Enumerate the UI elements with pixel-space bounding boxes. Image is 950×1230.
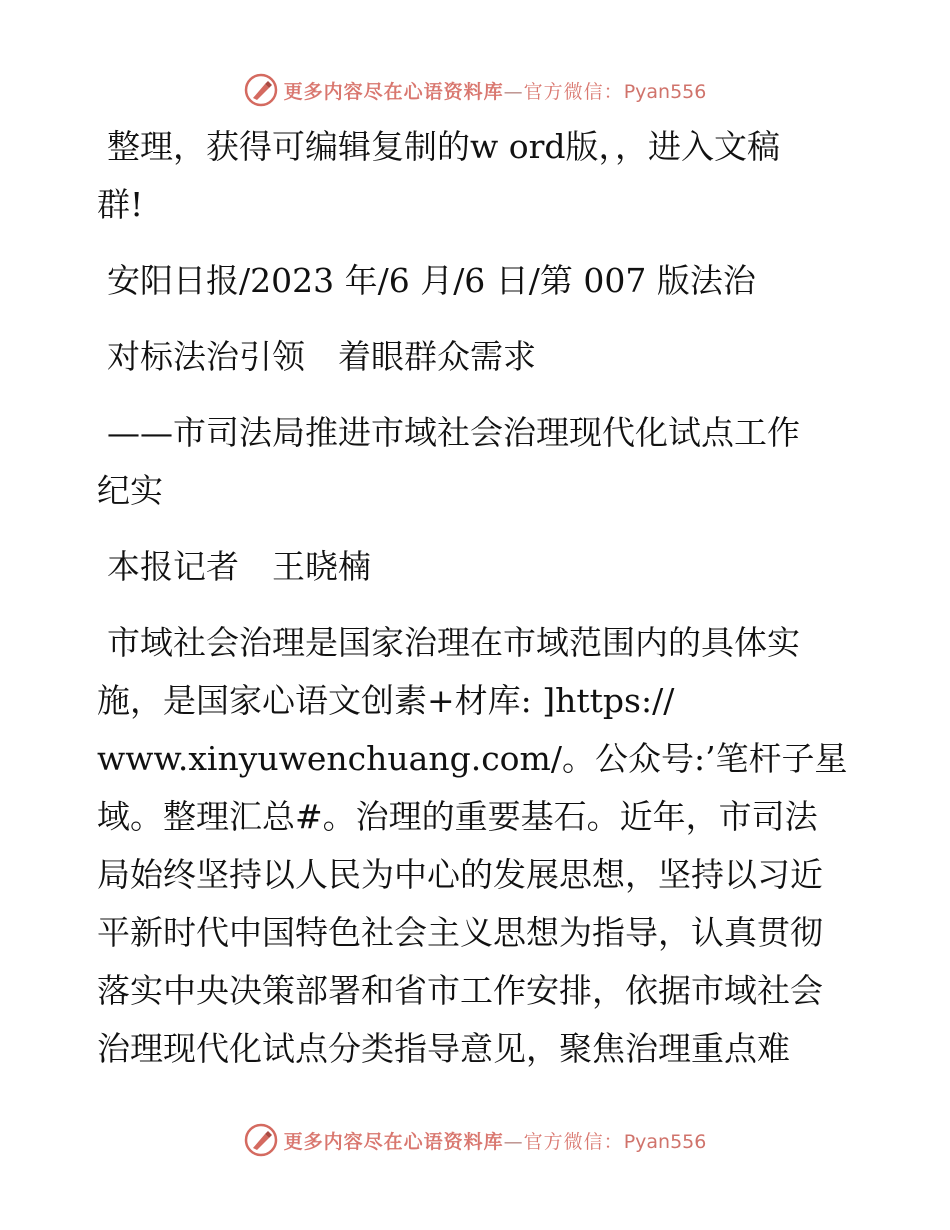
body-line-2: 施，是国家心语文创素+材库: ]https:// <box>97 681 675 720</box>
body-line-5: 局始终坚持以人民为中心的发展思想，坚持以习近 <box>97 855 823 894</box>
article-subtitle <box>97 404 857 520</box>
document-body <box>97 118 857 1096</box>
body-line-4: 域。整理汇总#。治理的重要基石。近年，市司法 <box>97 797 818 836</box>
intro-line-1: 整理，获得可编辑复制的w ord版，，进入文稿 <box>107 127 781 166</box>
byline <box>97 538 857 596</box>
source-line <box>97 252 857 310</box>
watermark-separator: — <box>503 1130 524 1153</box>
intro-paragraph <box>97 118 857 234</box>
article-title <box>97 328 857 386</box>
watermark-sub: 官方微信： <box>523 1130 624 1153</box>
subtitle-line-2: 纪实 <box>97 471 163 510</box>
watermark-text <box>284 1127 707 1154</box>
watermark-main: 更多内容尽在心语资料库 <box>283 80 504 103</box>
body-line-1: 市域社会治理是国家治理在市域范围内的具体实 <box>107 623 800 662</box>
watermark-text <box>284 77 707 104</box>
body-line-7: 落实中央决策部署和省市工作安排，依据市域社会 <box>97 971 823 1010</box>
body-line-3: www.xinyuwenchuang.com/。公众号:’笔杆子星 <box>97 739 848 778</box>
watermark-sub: 官方微信： <box>523 80 624 103</box>
footer-watermark <box>0 1120 950 1160</box>
source-text: 安阳日报/2023 年/6 月/6 日/第 007 版法治 <box>107 261 756 300</box>
pen-logo-icon <box>244 73 278 107</box>
body-paragraph <box>97 614 857 1078</box>
watermark-id: Pyan556 <box>623 80 707 103</box>
watermark-main: 更多内容尽在心语资料库 <box>283 1130 504 1153</box>
body-line-6: 平新时代中国特色社会主义思想为指导，认真贯彻 <box>97 913 823 952</box>
pen-logo-icon <box>244 1123 278 1157</box>
body-line-8: 治理现代化试点分类指导意见，聚焦治理重点难 <box>97 1029 790 1068</box>
watermark-separator: — <box>503 80 524 103</box>
byline-text: 本报记者 王晓楠 <box>107 547 371 586</box>
subtitle-line-1: ——市司法局推进市域社会治理现代化试点工作 <box>107 413 800 452</box>
title-text: 对标法治引领 着眼群众需求 <box>107 337 536 376</box>
watermark-id: Pyan556 <box>623 1130 707 1153</box>
intro-line-2: 群! <box>97 185 144 224</box>
header-watermark <box>0 70 950 110</box>
